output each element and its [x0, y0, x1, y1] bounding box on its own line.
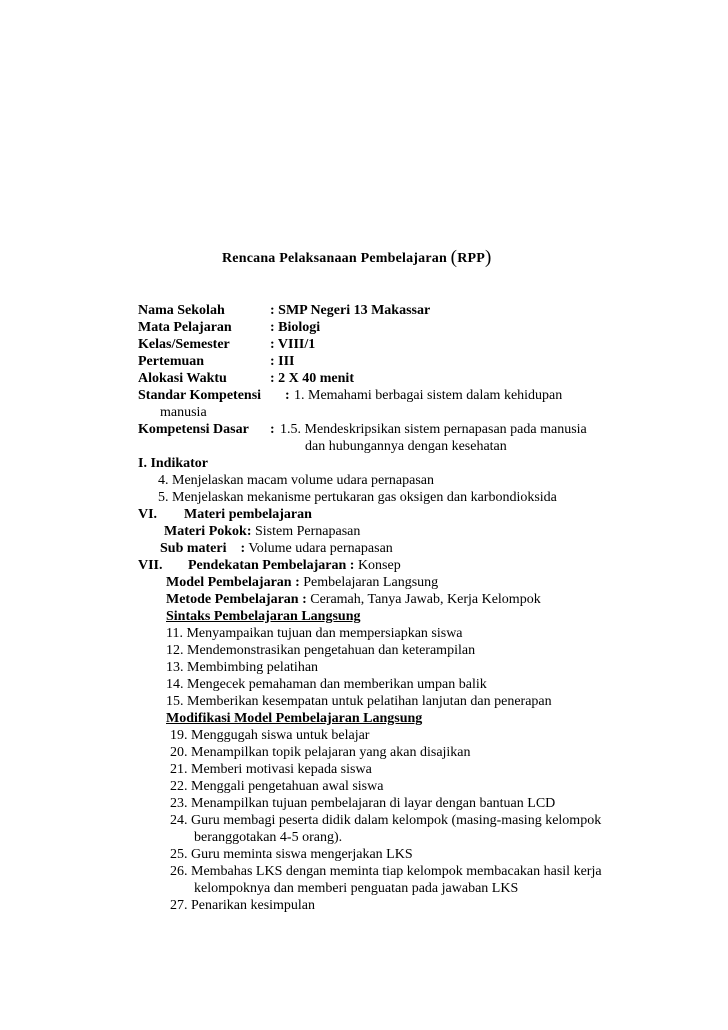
identity-value: : VIII/1 [270, 337, 316, 352]
title-main: Rencana Pelaksanaan Pembelajaran [222, 251, 447, 266]
materi-pokok-label: Materi Pokok: [164, 524, 252, 539]
identity-value: : SMP Negeri 13 Makassar [270, 303, 431, 318]
modifikasi-item: 19. Menggugah siswa untuk belajar [170, 728, 370, 743]
identity-row [0, 302, 728, 319]
identity-row [0, 336, 728, 353]
sintaks-item: 14. Mengecek pemahaman dan memberikan umpan balik [166, 677, 487, 692]
model-row [166, 574, 438, 591]
modifikasi-item: 21. Memberi motivasi kepada siswa [170, 762, 372, 777]
sintaks-item: 13. Membimbing pelatihan [166, 660, 319, 675]
identity-value: : Biologi [270, 320, 321, 335]
standar-kompetensi-colon: : [285, 388, 290, 403]
identity-row [0, 319, 728, 336]
indikator-item: 4. Menjelaskan macam volume udara pernapasan [158, 473, 435, 488]
identity-row [0, 370, 728, 387]
materi-pokok-value: Sistem Pernapasan [254, 524, 361, 539]
identity-label: Kelas/Semester [138, 337, 230, 352]
sintaks-item: 12. Mendemonstrasikan pengetahuan dan keterampilan [166, 643, 476, 658]
modifikasi-item-cont: kelompoknya dan memberi penguatan pada jawaban LKS [194, 881, 519, 896]
indikator-heading: I. Indikator [138, 456, 209, 471]
title-paren-open: ( [450, 247, 458, 268]
sintaks-heading: Sintaks Pembelajaran Langsung [166, 609, 361, 624]
identity-label: Alokasi Waktu [138, 371, 227, 386]
pendekatan-row [188, 557, 401, 574]
materi-num: VI. [138, 507, 158, 522]
title-abbr: RPP [457, 251, 486, 266]
materi-pokok-row [164, 523, 360, 540]
modifikasi-item: 26. Membahas LKS dengan meminta tiap kelompok membacakan hasil kerja [170, 864, 602, 879]
modifikasi-item: 25. Guru meminta siswa mengerjakan LKS [170, 847, 413, 862]
identity-row [0, 353, 728, 370]
metode-row [166, 591, 541, 608]
sub-materi-value: Volume udara pernapasan [248, 541, 393, 556]
identity-value: : 2 X 40 menit [270, 371, 354, 386]
kompetensi-dasar-value: 1.5. Mendeskripsikan sistem pernapasan pada manusia [280, 422, 587, 437]
sub-materi-label: Sub materi : [160, 541, 246, 556]
title-paren-close: ) [485, 247, 492, 268]
standar-kompetensi-label: Standar Kompetensi [138, 388, 262, 403]
document-title [222, 246, 492, 268]
pendekatan-num: VII. [138, 558, 163, 573]
identity-label: Nama Sekolah [138, 303, 225, 318]
model-label: Model Pembelajaran : [166, 575, 300, 590]
metode-label: Metode Pembelajaran : [166, 592, 307, 607]
sintaks-item: 11. Menyampaikan tujuan dan mempersiapkan siswa [166, 626, 463, 641]
model-value: Pembelajaran Langsung [303, 575, 439, 590]
pendekatan-label: Pendekatan Pembelajaran : [188, 558, 355, 573]
indikator-item: 5. Menjelaskan mekanisme pertukaran gas oksigen dan karbondioksida [158, 490, 557, 505]
pendekatan-value: Konsep [357, 558, 401, 573]
standar-kompetensi-value: 1. Memahami berbagai sistem dalam kehidupan [294, 388, 563, 403]
identity-value: : III [270, 354, 295, 369]
kompetensi-dasar-label: Kompetensi Dasar [138, 422, 249, 437]
modifikasi-item: 23. Menampilkan tujuan pembelajaran di layar dengan bantuan LCD [170, 796, 556, 811]
identity-label: Pertemuan [138, 354, 205, 369]
modifikasi-item: 27. Penarikan kesimpulan [170, 898, 316, 913]
sub-materi-row [160, 540, 393, 557]
metode-value: Ceramah, Tanya Jawab, Kerja Kelompok [310, 592, 541, 607]
modifikasi-item: 22. Menggali pengetahuan awal siswa [170, 779, 384, 794]
materi-heading: Materi pembelajaran [184, 507, 312, 522]
kompetensi-dasar-colon: : [270, 422, 275, 437]
standar-kompetensi-cont: manusia [160, 405, 207, 420]
kompetensi-dasar-row [0, 421, 728, 438]
identity-label: Mata Pelajaran [138, 320, 232, 335]
modifikasi-heading: Modifikasi Model Pembelajaran Langsung [166, 711, 423, 726]
sintaks-item: 15. Memberikan kesempatan untuk pelatihan lanjutan dan penerapan [166, 694, 552, 709]
modifikasi-item: 20. Menampilkan topik pelajaran yang akan disajikan [170, 745, 471, 760]
kompetensi-dasar-cont: dan hubungannya dengan kesehatan [305, 439, 507, 454]
modifikasi-item-cont: beranggotakan 4-5 orang). [194, 830, 343, 845]
modifikasi-item: 24. Guru membagi peserta didik dalam kelompok (masing-masing kelompok [170, 813, 602, 828]
standar-kompetensi-row [0, 387, 728, 404]
